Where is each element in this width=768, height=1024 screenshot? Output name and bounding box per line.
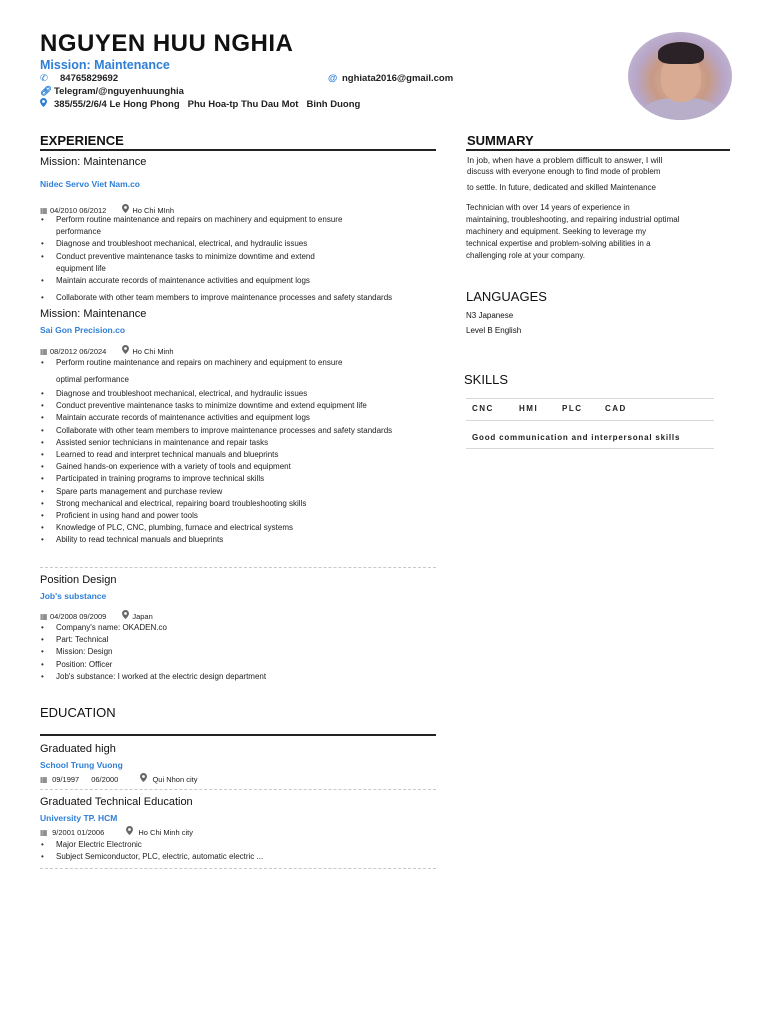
email-address[interactable]: nghiata2016@gmail.com <box>342 73 454 84</box>
list-item: • Diagnose and troubleshoot mechanical, electrical, and hydraulic issues <box>40 388 450 400</box>
job-3-company: Job's substance <box>40 591 107 601</box>
skill-tag: CNC <box>472 404 494 413</box>
address-street: 385/55/2/6/4 Le Hong Phong <box>54 99 180 110</box>
list-item: • Maintain accurate records of maintenance activities and equipment logs <box>40 412 450 424</box>
list-item: • Part: Technical <box>40 634 440 646</box>
job-2-bullets <box>40 388 450 547</box>
list-item: • Knowledge of PLC, CNC, plumbing, furnace and electrical systems <box>40 522 450 534</box>
list-item: • Conduct preventive maintenance tasks to minimize downtime and extend <box>40 251 440 263</box>
edu-2-end: 01/2006 <box>77 828 105 837</box>
summary-intro-line-2: discuss with everyone enough to find mode of problem <box>467 167 661 176</box>
job-3-location: Japan <box>132 612 153 621</box>
link-icon: 🔗︎ <box>40 86 53 97</box>
language-item: N3 Japanese <box>466 311 514 320</box>
list-item: • Collaborate with other team members to improve maintenance processes and safety standards <box>40 425 450 437</box>
calendar-icon: ▦ <box>40 612 48 621</box>
phone-number[interactable]: 84765829692 <box>60 73 119 84</box>
summary-body-line: maintaining, troubleshooting, and repairing industrial optimal <box>466 215 680 224</box>
contact-address <box>40 98 360 110</box>
edu-2-start: 9/2001 <box>52 828 76 837</box>
experience-heading: EXPERIENCE <box>40 133 124 148</box>
edu-1-end: 06/2000 <box>91 775 119 784</box>
list-item: • Conduct preventive maintenance tasks to minimize downtime and extend equipment life <box>40 400 450 412</box>
edu-2-bullets <box>40 839 440 863</box>
address-district: Phu Hoa-tp Thu Dau Mot <box>187 99 299 110</box>
summary-intro-line-3: to settle. In future, dedicated and skilled Maintenance <box>467 183 657 192</box>
job-3-bullets <box>40 622 440 683</box>
job-1-company[interactable]: Nidec Servo Viet Nam.co <box>40 179 140 189</box>
address-province: Binh Duong <box>306 99 361 110</box>
edu-2-school[interactable]: University TP. HCM <box>40 813 118 823</box>
summary-intro-line-1: In job, when have a problem difficult to answer, I will <box>467 155 663 165</box>
job-1-bullets-last <box>40 292 450 304</box>
at-icon: @ <box>328 73 338 84</box>
list-item: • Subject Semiconductor, PLC, electric, automatic electric ... <box>40 851 440 863</box>
list-item: • Perform routine maintenance and repairs on machinery and equipment to ensure <box>40 214 440 226</box>
calendar-icon: ▦ <box>40 347 48 356</box>
edu-1-start: 09/1997 <box>52 775 80 784</box>
experience-rule <box>40 149 436 151</box>
language-item: Level B English <box>466 326 522 335</box>
list-item: • Company's name: OKADEN.co <box>40 622 440 634</box>
job-2-first-bullet <box>40 357 440 369</box>
candidate-name: NGUYEN HUU NGHIA <box>40 30 294 57</box>
edu-1-school[interactable]: School Trung Vuong <box>40 760 123 770</box>
list-item: • Diagnose and troubleshoot mechanical, electrical, and hydraulic issues <box>40 238 440 250</box>
list-item-continuation: equipment life <box>56 263 106 273</box>
edu-end-divider <box>40 868 436 869</box>
job-2-company[interactable]: Sai Gon Precision.co <box>40 325 126 335</box>
job-1-start: 04/2010 <box>50 206 78 215</box>
summary-body-line: Technician with over 14 years of experience in <box>466 203 630 212</box>
list-item: • Participated in training programs to improve technical skills <box>40 473 450 485</box>
telegram-handle[interactable]: Telegram/@nguyenhuunghia <box>54 86 184 97</box>
edu-1-meta <box>40 773 197 784</box>
job-divider <box>40 567 436 568</box>
list-item-continuation: optimal performance <box>56 375 129 384</box>
skill-tag: CAD <box>605 404 627 413</box>
list-item: • Perform routine maintenance and repairs on machinery and equipment to ensure <box>40 357 440 369</box>
job-1-end: 06/2012 <box>79 206 107 215</box>
job-3-title: Position Design <box>40 574 117 586</box>
summary-body-line: machinery and equipment. Seeking to leverage my <box>466 227 647 236</box>
job-1-title: Mission: Maintenance <box>40 156 147 168</box>
edu-1-title: Graduated high <box>40 743 116 755</box>
skill-tag-wide: Good communication and interpersonal skills <box>472 433 681 442</box>
list-item: • Collaborate with other team members to improve maintenance processes and safety standards <box>40 292 450 304</box>
languages-heading: LANGUAGES <box>466 289 547 304</box>
edu-2-title: Graduated Technical Education <box>40 796 193 808</box>
map-pin-icon <box>122 610 132 621</box>
job-2-meta <box>40 345 174 356</box>
job-3-start: 04/2008 <box>50 612 78 621</box>
map-pin-icon <box>40 98 54 110</box>
list-item: • Maintain accurate records of maintenance activities and equipment logs <box>40 275 440 287</box>
skills-top-rule <box>466 398 714 399</box>
summary-body-line: challenging role at your company. <box>466 251 586 260</box>
education-heading: EDUCATION <box>40 705 116 720</box>
education-rule <box>40 734 436 736</box>
list-item: • Proficient in using hand and power tools <box>40 510 450 522</box>
skills-heading: SKILLS <box>464 372 509 387</box>
job-2-start: 08/2012 <box>50 347 78 356</box>
phone-icon: ✆ <box>40 73 48 84</box>
headline-mission: Mission: Maintenance <box>40 58 170 72</box>
job-1-bullets <box>40 214 440 287</box>
summary-heading: SUMMARY <box>467 133 534 148</box>
map-pin-icon <box>140 773 150 784</box>
skill-tag: PLC <box>562 404 583 413</box>
map-pin-icon <box>126 826 136 837</box>
job-1-location: Ho Chi MInh <box>132 206 175 215</box>
list-item: • Learned to read and interpret technical manuals and blueprints <box>40 449 450 461</box>
job-3-end: 09/2009 <box>79 612 107 621</box>
edu-2-meta <box>40 826 193 837</box>
list-item: • Spare parts management and purchase review <box>40 486 450 498</box>
list-item: • Mission: Design <box>40 646 440 658</box>
summary-body-line: technical expertise and problem-solving abilities in a <box>466 239 651 248</box>
edu-1-location: Qui Nhon city <box>152 775 198 784</box>
list-item: • Strong mechanical and electrical, repairing board troubleshooting skills <box>40 498 450 510</box>
summary-rule <box>466 149 730 151</box>
contact-telegram <box>40 86 184 97</box>
list-item: • Position: Officer <box>40 659 440 671</box>
edu-2-location: Ho Chi Minh city <box>138 828 193 837</box>
list-item: • Gained hands-on experience with a variety of tools and equipment <box>40 461 450 473</box>
calendar-icon: ▦ <box>40 775 48 784</box>
job-2-end: 06/2024 <box>79 347 107 356</box>
contact-email <box>328 73 453 84</box>
job-3-meta <box>40 610 153 621</box>
list-item: • Assisted senior technicians in maintenance and repair tasks <box>40 437 450 449</box>
calendar-icon: ▦ <box>40 828 48 837</box>
calendar-icon: ▦ <box>40 206 48 215</box>
list-item: • Job's substance: I worked at the electric design department <box>40 671 440 683</box>
edu-divider <box>40 789 436 790</box>
job-2-location: Ho Chi Minh <box>132 347 174 356</box>
profile-photo <box>628 32 732 120</box>
list-item: • Major Electric Electronic <box>40 839 440 851</box>
list-item: • Ability to read technical manuals and blueprints <box>40 534 450 546</box>
contact-phone <box>40 73 118 84</box>
skill-tag: HMI <box>519 404 539 413</box>
job-2-title: Mission: Maintenance <box>40 308 147 320</box>
skills-mid-rule <box>466 420 714 421</box>
map-pin-icon <box>122 345 132 356</box>
skills-bottom-rule <box>466 448 714 449</box>
list-item-continuation: performance <box>56 227 101 237</box>
skills-row <box>466 404 714 420</box>
